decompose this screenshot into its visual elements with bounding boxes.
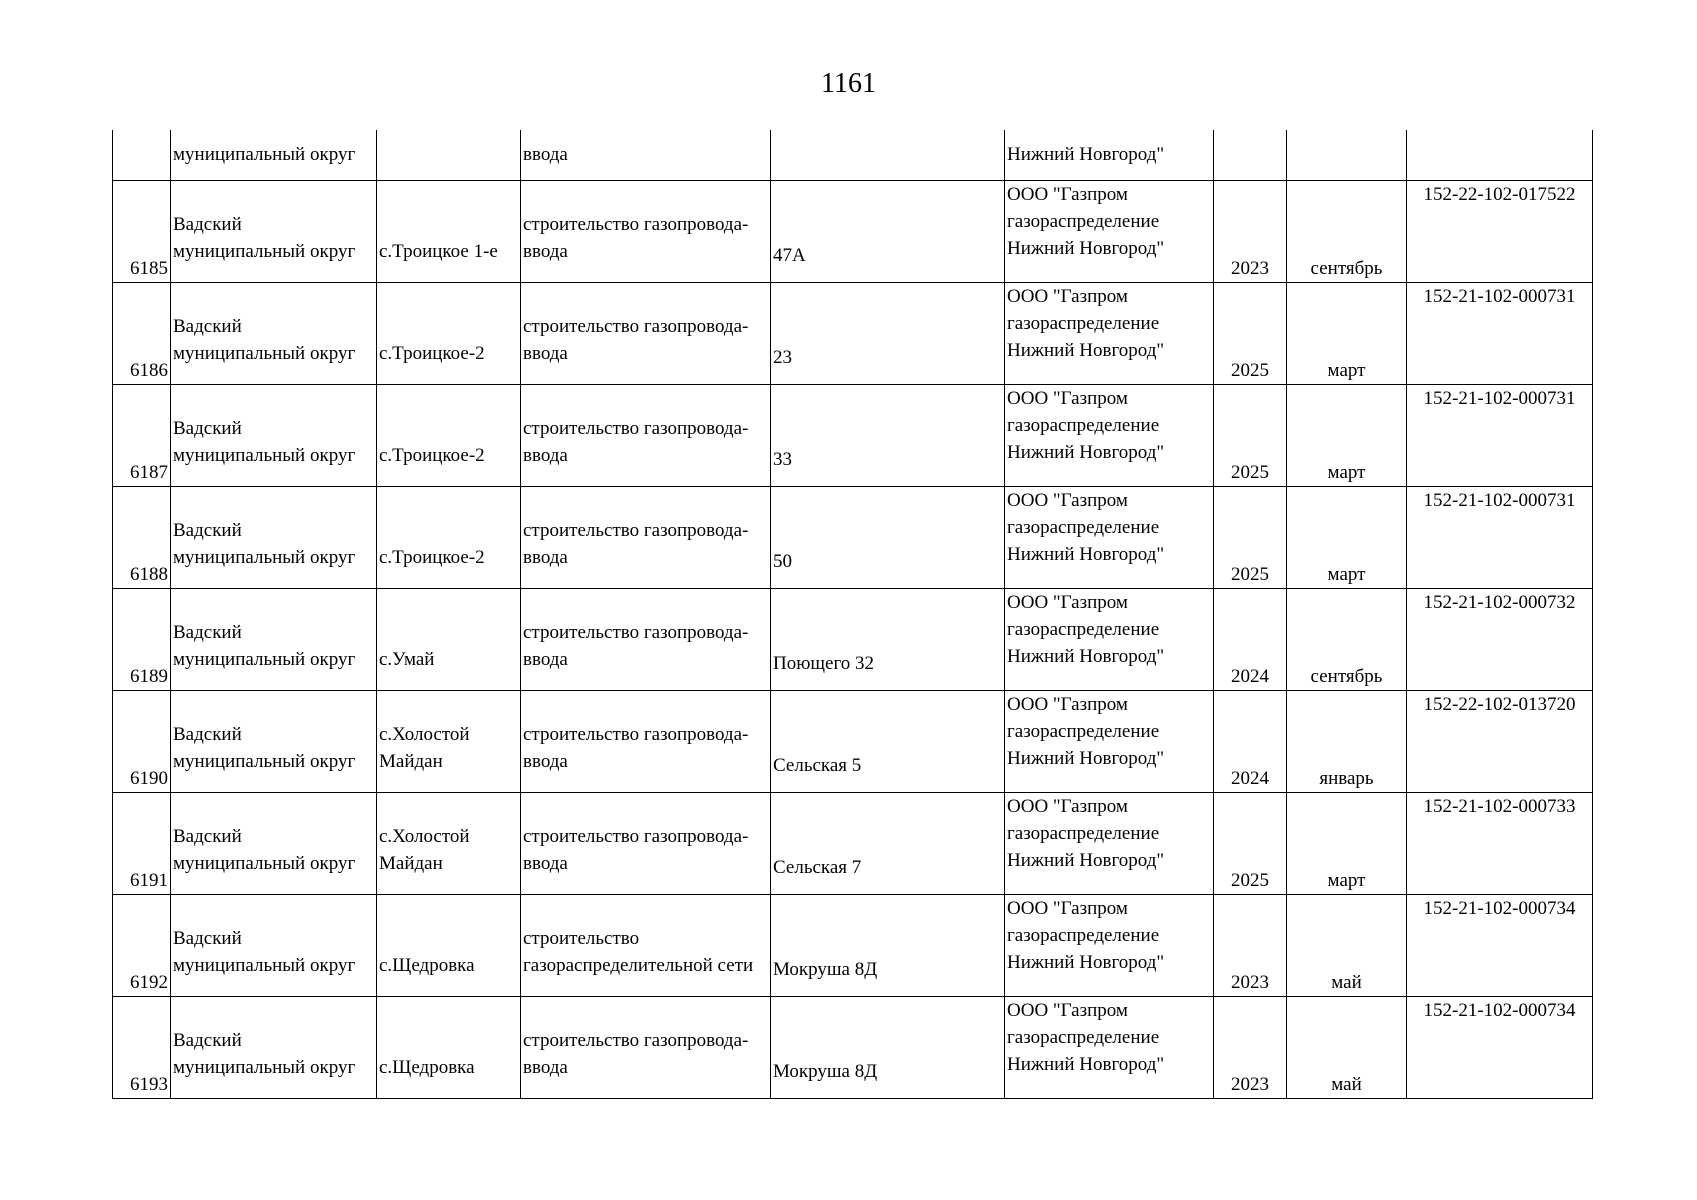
org-line: Нижний Новгород" [1007, 339, 1165, 361]
district-line: муниципальный округ [173, 343, 356, 364]
org-line: газораспределение [1007, 720, 1160, 742]
cell-year: 2025 [1214, 282, 1287, 384]
cell-year: 2023 [1214, 996, 1287, 1098]
org-line: ООО "Газпром [1007, 183, 1128, 205]
cell-num: 6188 [113, 486, 171, 588]
district-line: муниципальный округ [173, 649, 356, 670]
cell-district [171, 486, 377, 588]
cell-place [377, 282, 521, 384]
table-row-continued [113, 130, 1593, 180]
org-line: газораспределение [1007, 924, 1160, 946]
cell-code: 152-21-102-000734 [1407, 996, 1593, 1098]
org-line: Нижний Новгород" [1007, 543, 1165, 565]
place-line [379, 517, 518, 544]
cell-place [377, 792, 521, 894]
cell-work [521, 282, 771, 384]
table-row [113, 792, 1593, 894]
cell-address: Поющего 32 [771, 588, 1005, 690]
district-line: Вадский [173, 316, 242, 337]
cell-organization [1005, 384, 1214, 486]
cell-district [171, 792, 377, 894]
org-line: Нижний Новгород" [1007, 645, 1165, 667]
cell-district [171, 282, 377, 384]
place-line: с.Троицкое 1-е [379, 241, 498, 262]
table-row [113, 894, 1593, 996]
cell-month: январь [1287, 690, 1407, 792]
org-line: газораспределение [1007, 210, 1160, 232]
cell-code: 152-21-102-000734 [1407, 894, 1593, 996]
cell-district [171, 180, 377, 282]
cell-work [521, 486, 771, 588]
cell-district [171, 690, 377, 792]
district-line: муниципальный округ [173, 955, 356, 976]
table-row [113, 282, 1593, 384]
place-line [379, 1027, 518, 1054]
place-line: с.Троицкое-2 [379, 445, 485, 466]
org-line: ООО "Газпром [1007, 285, 1128, 307]
work-line: ввода [523, 751, 568, 772]
work-line: газораспределительной сети [523, 955, 754, 976]
district-line: муниципальный округ [173, 445, 356, 466]
cell-place [377, 384, 521, 486]
cell-num: 6189 [113, 588, 171, 690]
district-line: муниципальный округ [173, 547, 356, 568]
cell-address: Мокруша 8Д [771, 894, 1005, 996]
cell-year: 2025 [1214, 792, 1287, 894]
district-line: Вадский [173, 214, 242, 235]
cell-organization [1005, 792, 1214, 894]
cell-year: 2024 [1214, 690, 1287, 792]
cell-year [1214, 130, 1287, 180]
cell-work [521, 792, 771, 894]
table-row [113, 486, 1593, 588]
org-line: ООО "Газпром [1007, 591, 1128, 613]
cell-month: март [1287, 384, 1407, 486]
cell-address [771, 130, 1005, 180]
org-line: ООО "Газпром [1007, 999, 1128, 1021]
cell-organization [1005, 180, 1214, 282]
cell-organization [1005, 690, 1214, 792]
work-line: ввода [523, 853, 568, 874]
place-line: Майдан [379, 751, 443, 772]
cell-code [1407, 130, 1593, 180]
cell-code: 152-21-102-000731 [1407, 282, 1593, 384]
cell-district [171, 894, 377, 996]
cell-district [171, 588, 377, 690]
org-line: ООО "Газпром [1007, 795, 1128, 817]
cell-address: Мокруша 8Д [771, 996, 1005, 1098]
org-line: газораспределение [1007, 822, 1160, 844]
table-row [113, 996, 1593, 1098]
place-line: с.Троицкое-2 [379, 343, 485, 364]
org-line: ООО "Газпром [1007, 387, 1128, 409]
place-line [379, 313, 518, 340]
district-line: Вадский [173, 928, 242, 949]
work-line: строительство газопровода- [523, 214, 749, 235]
cell-code: 152-21-102-000731 [1407, 384, 1593, 486]
cell-work [521, 690, 771, 792]
district-line: Вадский [173, 724, 242, 745]
org-line: Нижний Новгород" [1007, 849, 1165, 871]
place-line [379, 925, 518, 952]
cell-code: 152-21-102-000733 [1407, 792, 1593, 894]
cell-address: Сельская 5 [771, 690, 1005, 792]
org-line: ООО "Газпром [1007, 897, 1128, 919]
cell-num: 6193 [113, 996, 171, 1098]
place-line [379, 415, 518, 442]
org-line: Нижний Новгород" [1007, 441, 1165, 463]
cell-organization [1005, 996, 1214, 1098]
org-line: Нижний Новгород" [1007, 747, 1165, 769]
work-line: строительство газопровода- [523, 316, 749, 337]
cell-num: 6191 [113, 792, 171, 894]
cell-work [521, 894, 771, 996]
place-line: с.Щедровка [379, 955, 475, 976]
cell-place [377, 588, 521, 690]
cell-num: 6185 [113, 180, 171, 282]
cell-month: сентябрь [1287, 180, 1407, 282]
work-line: строительство [523, 928, 640, 949]
cell-place [377, 486, 521, 588]
cell-place [377, 996, 521, 1098]
work-line: строительство газопровода- [523, 1030, 749, 1051]
cell-organization [1005, 894, 1214, 996]
district-line: Вадский [173, 418, 242, 439]
cell-address: 50 [771, 486, 1005, 588]
cell-year: 2025 [1214, 384, 1287, 486]
cell-place [377, 130, 521, 180]
org-line: газораспределение [1007, 516, 1160, 538]
cell-code: 152-22-102-013720 [1407, 690, 1593, 792]
cell-district [171, 996, 377, 1098]
org-line: Нижний Новгород" [1007, 951, 1165, 973]
cell-num: 6190 [113, 690, 171, 792]
table-body [113, 130, 1593, 1098]
cell-month: март [1287, 792, 1407, 894]
org-line: газораспределение [1007, 414, 1160, 436]
work-line: строительство газопровода- [523, 520, 749, 541]
cell-month: март [1287, 282, 1407, 384]
gas-pipeline-table [112, 130, 1593, 1099]
place-line [379, 619, 518, 646]
cell-year: 2023 [1214, 180, 1287, 282]
work-line: строительство газопровода- [523, 622, 749, 643]
table-row [113, 384, 1593, 486]
table-row [113, 588, 1593, 690]
district-line: Вадский [173, 826, 242, 847]
org-line: газораспределение [1007, 1026, 1160, 1048]
place-line [379, 211, 518, 238]
cell-month [1287, 130, 1407, 180]
district-line: муниципальный округ [173, 241, 356, 262]
work-line: ввода [523, 649, 568, 670]
cell-num: 6186 [113, 282, 171, 384]
cell-num [113, 130, 171, 180]
district-line: муниципальный округ [173, 751, 356, 772]
cell-month: март [1287, 486, 1407, 588]
cell-code: 152-21-102-000731 [1407, 486, 1593, 588]
work-line: строительство газопровода- [523, 418, 749, 439]
place-line: с.Щедровка [379, 1057, 475, 1078]
cell-address: 33 [771, 384, 1005, 486]
cell-organization [1005, 588, 1214, 690]
org-line: газораспределение [1007, 312, 1160, 334]
district-line: Вадский [173, 622, 242, 643]
cell-work [521, 180, 771, 282]
work-line: ввода [523, 241, 568, 262]
work-line: ввода [523, 547, 568, 568]
district-line: муниципальный округ [173, 853, 356, 874]
cell-code: 152-21-102-000732 [1407, 588, 1593, 690]
cell-district: муниципальный округ [171, 130, 377, 180]
cell-work [521, 996, 771, 1098]
district-line: Вадский [173, 520, 242, 541]
cell-work: ввода [521, 130, 771, 180]
cell-work [521, 588, 771, 690]
cell-place [377, 690, 521, 792]
cell-code: 152-22-102-017522 [1407, 180, 1593, 282]
org-line: Нижний Новгород" [1007, 237, 1165, 259]
page-number: 1161 [821, 68, 876, 99]
cell-place [377, 894, 521, 996]
cell-address: Сельская 7 [771, 792, 1005, 894]
place-line: с.Умай [379, 649, 435, 670]
cell-district [171, 384, 377, 486]
district-line: муниципальный округ [173, 1057, 356, 1078]
table-row [113, 180, 1593, 282]
cell-year: 2023 [1214, 894, 1287, 996]
cell-organization: Нижний Новгород" [1005, 130, 1214, 180]
place-line: с.Троицкое-2 [379, 547, 485, 568]
cell-organization [1005, 282, 1214, 384]
cell-work [521, 384, 771, 486]
work-line: строительство газопровода- [523, 826, 749, 847]
org-line: ООО "Газпром [1007, 693, 1128, 715]
work-line: строительство газопровода- [523, 724, 749, 745]
work-line: ввода [523, 445, 568, 466]
cell-num: 6187 [113, 384, 171, 486]
cell-organization [1005, 486, 1214, 588]
place-line: с.Холостой [379, 826, 470, 847]
work-line: ввода [523, 1057, 568, 1078]
cell-address: 47А [771, 180, 1005, 282]
cell-address: 23 [771, 282, 1005, 384]
cell-num: 6192 [113, 894, 171, 996]
table-row [113, 690, 1593, 792]
cell-month: сентябрь [1287, 588, 1407, 690]
org-line: Нижний Новгород" [1007, 1053, 1165, 1075]
org-line: ООО "Газпром [1007, 489, 1128, 511]
work-line: ввода [523, 343, 568, 364]
cell-year: 2025 [1214, 486, 1287, 588]
place-line: Майдан [379, 853, 443, 874]
district-line: Вадский [173, 1030, 242, 1051]
org-line: газораспределение [1007, 618, 1160, 640]
cell-month: май [1287, 894, 1407, 996]
cell-month: май [1287, 996, 1407, 1098]
cell-year: 2024 [1214, 588, 1287, 690]
cell-place [377, 180, 521, 282]
place-line: с.Холостой [379, 724, 470, 745]
